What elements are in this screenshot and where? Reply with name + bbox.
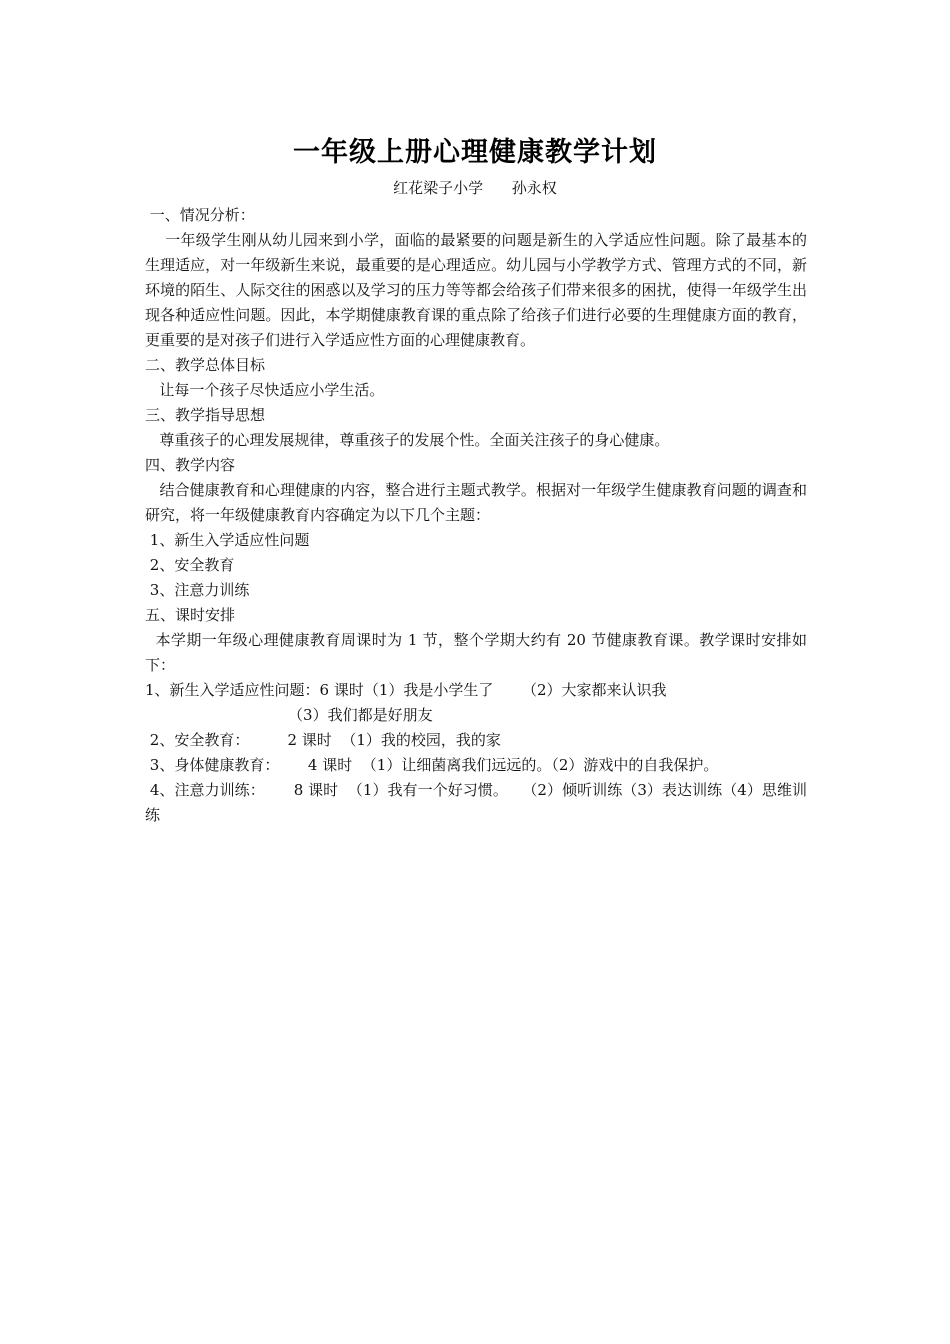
schedule-item: 4、注意力训练： 8 课时 （1）我有一个好习惯。 （2）倾听训练（3）表达训练（4）思维训练 [145, 781, 807, 824]
schedule-item: 2、安全教育： 2 课时 （1）我的校园，我的家 [145, 731, 501, 749]
paragraph-content: 结合健康教育和心理健康的内容，整合进行主题式教学。根据对一年级学生健康教育问题的调查和研究，将一年级健康教育内容确定为以下几个主题： [145, 481, 807, 524]
section-heading-situation: 一、情况分析： [145, 206, 255, 224]
list-item: 1、新生入学适应性问题 [145, 531, 310, 549]
schedule-item: 3、身体健康教育： 4 课时 （1）让细菌离我们远远的。（2）游戏中的自我保护。 [145, 756, 719, 774]
list-item: 2、安全教育 [145, 556, 235, 574]
paragraph-situation: 一年级学生刚从幼儿园来到小学，面临的最紧要的问题是新生的入学适应性问题。除了最基本的生理适应，对一年级新生来说，最重要的是心理适应。幼儿园与小学教学方式、管理方式的不同，新环境的陌生、人际交往的困惑以及学习的压力等等都会给孩子们带来很多的困扰，使得一年级学生出现各种适应性问题。因此，本学期健康教育课的重点除了给孩子们进行必要的生理健康方面的教育，更重要的是对孩子们进行入学适应性方面的心理健康教育。 [145, 231, 807, 349]
document-body [145, 203, 807, 828]
byline [0, 177, 950, 198]
document-title: 一年级上册心理健康教学计划 [293, 137, 657, 168]
list-item: 3、注意力训练 [145, 581, 250, 599]
section-heading-goal: 二、教学总体目标 [145, 356, 266, 374]
section-heading-schedule: 五、课时安排 [145, 606, 236, 624]
section-heading-content: 四、教学内容 [145, 456, 236, 474]
school-name: 红花梁子小学 [393, 179, 484, 197]
schedule-item: 1、新生入学适应性问题：6 课时（1）我是小学生了 （2）大家都来认识我 [145, 681, 667, 699]
schedule-item-continuation: （3）我们都是好朋友 [145, 706, 433, 724]
author-name: 孙永权 [511, 179, 557, 197]
paragraph-guiding-idea: 尊重孩子的心理发展规律，尊重孩子的发展个性。全面关注孩子的身心健康。 [145, 431, 670, 449]
paragraph-schedule: 本学期一年级心理健康教育周课时为 1 节，整个学期大约有 20 节健康教育课。教学课时安排如下： [145, 631, 807, 674]
section-heading-guiding-idea: 三、教学指导思想 [145, 406, 266, 424]
paragraph-goal: 让每一个孩子尽快适应小学生活。 [145, 381, 385, 399]
byline-gap [483, 179, 512, 197]
